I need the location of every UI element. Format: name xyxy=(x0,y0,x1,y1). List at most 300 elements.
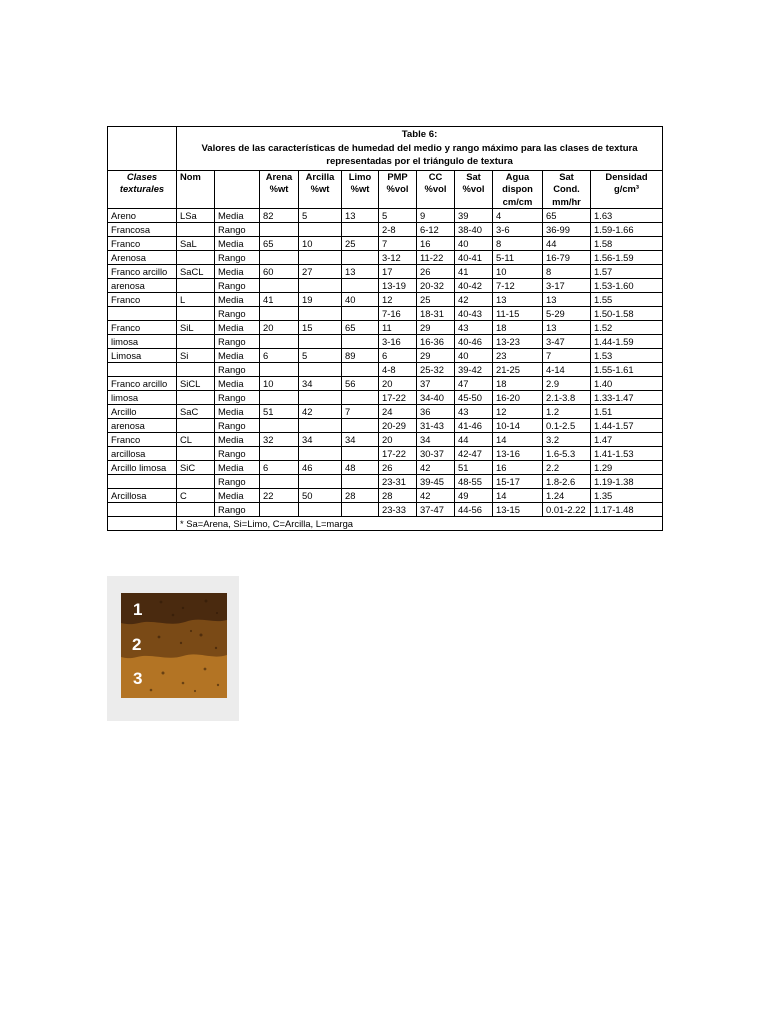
table-cell: 7 xyxy=(342,405,379,419)
table-cell: 89 xyxy=(342,349,379,363)
table-row xyxy=(108,433,663,447)
table-cell: 34-40 xyxy=(417,391,455,405)
table-cell: 34 xyxy=(299,433,342,447)
table-caption-description: Valores de las características de humedad del medio y rango máximo para las clases de textura representadas por el triángulo de textura xyxy=(201,142,638,167)
column-header: Nom xyxy=(177,170,215,209)
table-cell xyxy=(342,251,379,265)
table-cell: 29 xyxy=(417,349,455,363)
table-cell: 14 xyxy=(493,433,543,447)
table-cell: 7-16 xyxy=(379,307,417,321)
table-cell: 6 xyxy=(260,461,299,475)
table-cell: Arcillo limosa xyxy=(108,461,177,475)
table-cell: 36-99 xyxy=(543,223,591,237)
table-cell: 50 xyxy=(299,489,342,503)
table-cell: 34 xyxy=(299,377,342,391)
table-cell xyxy=(177,223,215,237)
table-cell: 44 xyxy=(543,237,591,251)
table-cell: Rango xyxy=(215,391,260,405)
table-cell: 44-56 xyxy=(455,503,493,517)
table-row xyxy=(108,503,663,517)
table-cell: 41 xyxy=(260,293,299,307)
table-cell: 13-23 xyxy=(493,335,543,349)
table-cell: 3-16 xyxy=(379,335,417,349)
table-cell: 20-32 xyxy=(417,279,455,293)
table-cell: 28 xyxy=(342,489,379,503)
table-body xyxy=(108,209,663,517)
table-cell xyxy=(260,447,299,461)
table-cell: 10 xyxy=(299,237,342,251)
table-cell: 37 xyxy=(417,377,455,391)
column-header: Agua dispon cm/cm xyxy=(493,170,543,209)
table-cell: 27 xyxy=(299,265,342,279)
table-cell xyxy=(260,503,299,517)
table-cell: 1.52 xyxy=(591,321,663,335)
table-cell: 41 xyxy=(455,265,493,279)
table-cell xyxy=(342,307,379,321)
table-cell: arenosa xyxy=(108,419,177,433)
table-cell xyxy=(177,447,215,461)
table-cell xyxy=(260,251,299,265)
table-cell: 17-22 xyxy=(379,391,417,405)
table-cell: Rango xyxy=(215,335,260,349)
table-cell xyxy=(260,475,299,489)
table-cell xyxy=(342,503,379,517)
table-cell: 82 xyxy=(260,209,299,223)
table-cell: 10 xyxy=(493,265,543,279)
table-cell: 13-15 xyxy=(493,503,543,517)
table-cell: 24 xyxy=(379,405,417,419)
table-row xyxy=(108,265,663,279)
table-cell: 1.44-1.57 xyxy=(591,419,663,433)
table-cell xyxy=(299,335,342,349)
table-cell: Franco arcillo xyxy=(108,377,177,391)
table-row xyxy=(108,209,663,223)
table-cell xyxy=(177,335,215,349)
table-cell: Media xyxy=(215,349,260,363)
table-cell: 20 xyxy=(260,321,299,335)
table-cell: 1.51 xyxy=(591,405,663,419)
table-row xyxy=(108,279,663,293)
table-cell: 1.2 xyxy=(543,405,591,419)
table-cell: 16-79 xyxy=(543,251,591,265)
table-cell xyxy=(342,391,379,405)
table-cell: 1.63 xyxy=(591,209,663,223)
table-cell: 34 xyxy=(342,433,379,447)
table-cell: 40-42 xyxy=(455,279,493,293)
table-cell: 20 xyxy=(379,377,417,391)
table-cell: L xyxy=(177,293,215,307)
table-cell: 4 xyxy=(493,209,543,223)
table-cell: 8 xyxy=(493,237,543,251)
table-cell: 25-32 xyxy=(417,363,455,377)
table-cell: 12 xyxy=(379,293,417,307)
table-row xyxy=(108,461,663,475)
table-cell: 39-45 xyxy=(417,475,455,489)
table-cell: 46 xyxy=(299,461,342,475)
table-cell: 1.40 xyxy=(591,377,663,391)
table-cell: 13 xyxy=(543,321,591,335)
table-caption-title: Table 6: xyxy=(401,129,438,140)
table-cell: 7 xyxy=(543,349,591,363)
table-cell: Media xyxy=(215,293,260,307)
table-cell: Rango xyxy=(215,307,260,321)
column-header: Arena %wt xyxy=(260,170,299,209)
footnote-spacer xyxy=(108,517,177,531)
table-cell: Franco xyxy=(108,433,177,447)
table-cell: 1.19-1.38 xyxy=(591,475,663,489)
table-cell: 26 xyxy=(379,461,417,475)
column-header: Sat %vol xyxy=(455,170,493,209)
table-cell: 37-47 xyxy=(417,503,455,517)
table-cell xyxy=(260,391,299,405)
table-row xyxy=(108,223,663,237)
table-cell: 51 xyxy=(260,405,299,419)
table-cell: Rango xyxy=(215,419,260,433)
table-cell xyxy=(299,251,342,265)
table-cell: Media xyxy=(215,489,260,503)
table-cell: 25 xyxy=(417,293,455,307)
table-cell: Franco arcillo xyxy=(108,265,177,279)
table-cell xyxy=(342,279,379,293)
table-cell: 48-55 xyxy=(455,475,493,489)
table-cell: 1.59-1.66 xyxy=(591,223,663,237)
table-cell: 14 xyxy=(493,489,543,503)
table-row xyxy=(108,489,663,503)
table-cell: Rango xyxy=(215,447,260,461)
table-cell: 1.6-5.3 xyxy=(543,447,591,461)
table-cell xyxy=(299,307,342,321)
table-caption xyxy=(177,127,663,171)
layer-label-1: 1 xyxy=(133,600,143,619)
table-cell xyxy=(260,307,299,321)
table-cell xyxy=(260,279,299,293)
table-cell xyxy=(342,223,379,237)
table-cell: 1.55 xyxy=(591,293,663,307)
table-cell: Media xyxy=(215,405,260,419)
table-cell xyxy=(177,307,215,321)
table-cell: 1.56-1.59 xyxy=(591,251,663,265)
table-cell xyxy=(342,419,379,433)
soil-profile-image xyxy=(121,593,227,698)
table-header-row xyxy=(108,170,663,209)
table-cell: arenosa xyxy=(108,279,177,293)
table-cell: 18 xyxy=(493,321,543,335)
table-cell: Rango xyxy=(215,279,260,293)
table-cell: 1.57 xyxy=(591,265,663,279)
table-cell: 40-46 xyxy=(455,335,493,349)
column-header: Sat Cond. mm/hr xyxy=(543,170,591,209)
table-cell xyxy=(299,419,342,433)
table-cell: 23 xyxy=(493,349,543,363)
table-cell: Rango xyxy=(215,251,260,265)
table-cell: 15-17 xyxy=(493,475,543,489)
table-row xyxy=(108,475,663,489)
column-header: Arcilla %wt xyxy=(299,170,342,209)
table-cell: 17-22 xyxy=(379,447,417,461)
table-cell: 65 xyxy=(543,209,591,223)
table-cell: 8 xyxy=(543,265,591,279)
table-row xyxy=(108,391,663,405)
table-cell: 1.33-1.47 xyxy=(591,391,663,405)
table-cell: 4-14 xyxy=(543,363,591,377)
table-cell: 1.53-1.60 xyxy=(591,279,663,293)
table-cell: Franco xyxy=(108,293,177,307)
table-cell: 13 xyxy=(543,293,591,307)
table-cell: 30-37 xyxy=(417,447,455,461)
table-cell: 3-6 xyxy=(493,223,543,237)
table-cell: 5 xyxy=(379,209,417,223)
table-cell: 41-46 xyxy=(455,419,493,433)
table-cell: 23-33 xyxy=(379,503,417,517)
table-cell: 0.01-2.22 xyxy=(543,503,591,517)
table-cell: 31-43 xyxy=(417,419,455,433)
table-cell xyxy=(177,391,215,405)
table-cell: 10-14 xyxy=(493,419,543,433)
table-cell xyxy=(299,363,342,377)
table-cell: 2.9 xyxy=(543,377,591,391)
layer-label-3: 3 xyxy=(133,669,143,688)
table-cell: 40 xyxy=(342,293,379,307)
table-cell: 3-17 xyxy=(543,279,591,293)
table-cell: 28 xyxy=(379,489,417,503)
table-cell: SiC xyxy=(177,461,215,475)
caption-spacer xyxy=(108,127,177,171)
table-cell xyxy=(299,223,342,237)
table-cell: 7 xyxy=(379,237,417,251)
table-row xyxy=(108,321,663,335)
table-cell: limosa xyxy=(108,335,177,349)
table-footnote: * Sa=Arena, Si=Limo, C=Arcilla, L=marga xyxy=(177,517,663,531)
table-cell xyxy=(260,335,299,349)
table-cell: 16-36 xyxy=(417,335,455,349)
table-cell: Limosa xyxy=(108,349,177,363)
table-cell: 1.47 xyxy=(591,433,663,447)
table-cell: 39 xyxy=(455,209,493,223)
table-cell xyxy=(108,363,177,377)
table-cell: 13-19 xyxy=(379,279,417,293)
table-cell: 21-25 xyxy=(493,363,543,377)
table-cell: 43 xyxy=(455,405,493,419)
column-header xyxy=(215,170,260,209)
table-cell xyxy=(177,279,215,293)
table-cell: 19 xyxy=(299,293,342,307)
table-cell: 16-20 xyxy=(493,391,543,405)
table-cell: 1.35 xyxy=(591,489,663,503)
table-cell: 29 xyxy=(417,321,455,335)
table-cell xyxy=(260,363,299,377)
table-cell: 42 xyxy=(455,293,493,307)
table-cell xyxy=(342,363,379,377)
table-cell: Media xyxy=(215,321,260,335)
table-cell: 25 xyxy=(342,237,379,251)
table-cell: 16 xyxy=(493,461,543,475)
table-cell: 1.58 xyxy=(591,237,663,251)
table-cell: 6 xyxy=(260,349,299,363)
table-row xyxy=(108,307,663,321)
table-cell: 11-22 xyxy=(417,251,455,265)
table-cell: 1.29 xyxy=(591,461,663,475)
table-cell: 60 xyxy=(260,265,299,279)
table-cell: 65 xyxy=(342,321,379,335)
table-cell: 42 xyxy=(417,461,455,475)
table-cell: C xyxy=(177,489,215,503)
table-cell: Media xyxy=(215,461,260,475)
table-cell xyxy=(299,503,342,517)
table-cell: 13 xyxy=(342,265,379,279)
table-cell: Franco xyxy=(108,321,177,335)
column-header: Limo %wt xyxy=(342,170,379,209)
table-cell: 2.2 xyxy=(543,461,591,475)
table-cell: 9 xyxy=(417,209,455,223)
table-cell: 18 xyxy=(493,377,543,391)
table-cell xyxy=(177,363,215,377)
table-cell: 7-12 xyxy=(493,279,543,293)
table-row xyxy=(108,335,663,349)
column-header: CC %vol xyxy=(417,170,455,209)
table-cell: 43 xyxy=(455,321,493,335)
table-cell xyxy=(108,307,177,321)
table-cell: 1.8-2.6 xyxy=(543,475,591,489)
table-cell xyxy=(342,447,379,461)
table-cell: 40-43 xyxy=(455,307,493,321)
table-cell: 16 xyxy=(417,237,455,251)
table-cell: 1.44-1.59 xyxy=(591,335,663,349)
table-cell: 51 xyxy=(455,461,493,475)
table-row xyxy=(108,405,663,419)
table-cell: 48 xyxy=(342,461,379,475)
table-cell: Arcillo xyxy=(108,405,177,419)
table-cell: 5 xyxy=(299,349,342,363)
table-cell: 1.41-1.53 xyxy=(591,447,663,461)
table-cell: Media xyxy=(215,433,260,447)
table-cell: Arenosa xyxy=(108,251,177,265)
table-cell xyxy=(342,335,379,349)
table-cell: Arcillosa xyxy=(108,489,177,503)
column-header: Densidad g/cm³ xyxy=(591,170,663,209)
table-cell xyxy=(108,503,177,517)
table-cell: 2.1-3.8 xyxy=(543,391,591,405)
table-cell: 3-12 xyxy=(379,251,417,265)
table-cell: 36 xyxy=(417,405,455,419)
table-cell: 42-47 xyxy=(455,447,493,461)
table-cell: SiCL xyxy=(177,377,215,391)
table-cell: 13-16 xyxy=(493,447,543,461)
table-cell: Media xyxy=(215,265,260,279)
table-cell: 20-29 xyxy=(379,419,417,433)
table-cell: Rango xyxy=(215,475,260,489)
table-cell: Rango xyxy=(215,503,260,517)
table-cell: 1.53 xyxy=(591,349,663,363)
table-cell xyxy=(177,503,215,517)
table-cell: 13 xyxy=(493,293,543,307)
table-row xyxy=(108,447,663,461)
table-cell: 1.24 xyxy=(543,489,591,503)
table-cell: 49 xyxy=(455,489,493,503)
soil-moisture-table xyxy=(107,126,663,531)
table-cell: 17 xyxy=(379,265,417,279)
table-cell: SiL xyxy=(177,321,215,335)
table-cell: Franco xyxy=(108,237,177,251)
table-cell: 39-42 xyxy=(455,363,493,377)
table-cell: SaC xyxy=(177,405,215,419)
table-cell: 65 xyxy=(260,237,299,251)
table-cell: 56 xyxy=(342,377,379,391)
table-cell: Media xyxy=(215,377,260,391)
table-cell: 12 xyxy=(493,405,543,419)
table-row xyxy=(108,237,663,251)
table-cell xyxy=(177,419,215,433)
table-row xyxy=(108,419,663,433)
table-cell: 1.50-1.58 xyxy=(591,307,663,321)
table-cell: 11-15 xyxy=(493,307,543,321)
table-cell: 5-11 xyxy=(493,251,543,265)
table-cell: 38-40 xyxy=(455,223,493,237)
table-cell xyxy=(260,419,299,433)
table-caption-row xyxy=(108,127,663,171)
table-cell: 11 xyxy=(379,321,417,335)
layer-label-2: 2 xyxy=(132,635,142,654)
table-cell xyxy=(299,279,342,293)
table-cell: 40 xyxy=(455,349,493,363)
table-row xyxy=(108,293,663,307)
table-row xyxy=(108,377,663,391)
table-cell: 44 xyxy=(455,433,493,447)
table-cell: 23-31 xyxy=(379,475,417,489)
table-cell: Rango xyxy=(215,223,260,237)
table-cell: 20 xyxy=(379,433,417,447)
table-cell: 45-50 xyxy=(455,391,493,405)
table-cell: 34 xyxy=(417,433,455,447)
table-cell: 40 xyxy=(455,237,493,251)
table-cell: Rango xyxy=(215,363,260,377)
table-cell: 5 xyxy=(299,209,342,223)
table-cell: 3.2 xyxy=(543,433,591,447)
table-cell xyxy=(260,223,299,237)
table-cell: Media xyxy=(215,237,260,251)
table-row xyxy=(108,349,663,363)
table-cell: 15 xyxy=(299,321,342,335)
table-cell: 42 xyxy=(417,489,455,503)
table-cell: Francosa xyxy=(108,223,177,237)
table-cell: 6-12 xyxy=(417,223,455,237)
table-cell: 2-8 xyxy=(379,223,417,237)
table-cell xyxy=(177,475,215,489)
table-cell: SaL xyxy=(177,237,215,251)
table-cell: 1.17-1.48 xyxy=(591,503,663,517)
table-cell: 42 xyxy=(299,405,342,419)
table-cell: 0.1-2.5 xyxy=(543,419,591,433)
table-cell: 1.55-1.61 xyxy=(591,363,663,377)
table-cell xyxy=(299,475,342,489)
table-cell: 13 xyxy=(342,209,379,223)
table-cell xyxy=(108,475,177,489)
table-footnote-row xyxy=(108,517,663,531)
table-cell: 26 xyxy=(417,265,455,279)
table-cell: 18-31 xyxy=(417,307,455,321)
table-cell: Areno xyxy=(108,209,177,223)
table-row xyxy=(108,251,663,265)
table-cell: Media xyxy=(215,209,260,223)
table-cell: Si xyxy=(177,349,215,363)
soil-layers-figure xyxy=(107,576,239,721)
table-cell xyxy=(177,251,215,265)
table-cell: 10 xyxy=(260,377,299,391)
table-row xyxy=(108,363,663,377)
table-cell: CL xyxy=(177,433,215,447)
column-header: Clases texturales xyxy=(108,170,177,209)
table-cell: LSa xyxy=(177,209,215,223)
table-cell: limosa xyxy=(108,391,177,405)
